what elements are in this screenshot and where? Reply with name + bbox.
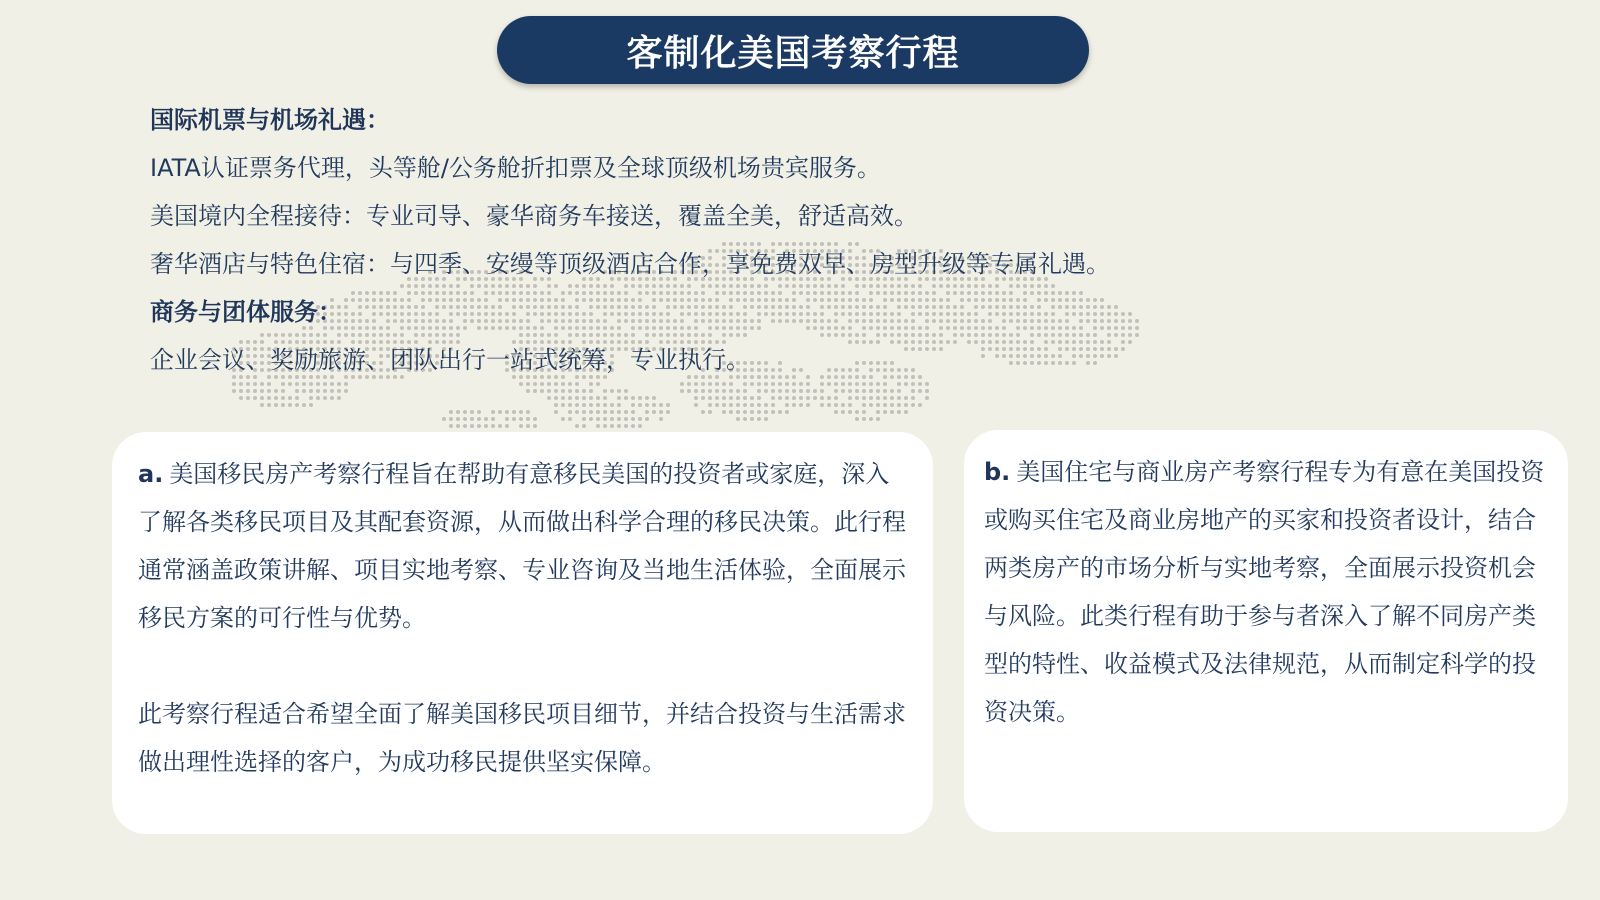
map-dot <box>876 396 880 400</box>
map-dot <box>582 424 586 428</box>
map-dot <box>834 396 838 400</box>
map-dot <box>638 403 642 407</box>
map-dot <box>323 389 327 393</box>
map-dot <box>603 389 607 393</box>
map-dot <box>680 389 684 393</box>
map-dot <box>603 417 607 421</box>
map-dot <box>820 396 824 400</box>
map-dot <box>295 396 299 400</box>
map-dot <box>596 403 600 407</box>
map-dot <box>764 410 768 414</box>
map-dot <box>491 417 495 421</box>
map-dot <box>855 389 859 393</box>
map-dot <box>876 410 880 414</box>
map-dot <box>309 389 313 393</box>
map-dot <box>883 403 887 407</box>
map-dot <box>505 417 509 421</box>
map-dot <box>631 403 635 407</box>
map-dot <box>645 410 649 414</box>
map-dot <box>750 396 754 400</box>
map-dot <box>568 396 572 400</box>
map-dot <box>316 396 320 400</box>
map-dot <box>547 389 551 393</box>
map-dot <box>694 396 698 400</box>
map-dot <box>232 389 236 393</box>
map-dot <box>575 410 579 414</box>
map-dot <box>463 417 467 421</box>
map-dot <box>799 396 803 400</box>
map-dot <box>750 410 754 414</box>
map-dot <box>792 396 796 400</box>
page-title: 客制化美国考察行程 <box>626 32 960 74</box>
map-dot <box>911 389 915 393</box>
map-dot <box>589 389 593 393</box>
map-dot <box>771 389 775 393</box>
map-dot <box>477 410 481 414</box>
map-dot <box>631 410 635 414</box>
map-dot <box>274 396 278 400</box>
map-dot <box>743 417 747 421</box>
map-dot <box>309 403 313 407</box>
map-dot <box>568 417 572 421</box>
map-dot <box>456 417 460 421</box>
map-dot <box>736 410 740 414</box>
map-dot <box>897 410 901 414</box>
map-dot <box>715 389 719 393</box>
map-dot <box>757 410 761 414</box>
map-dot <box>477 417 481 421</box>
map-dot <box>610 410 614 414</box>
map-dot <box>827 403 831 407</box>
map-dot <box>855 396 859 400</box>
map-dot <box>869 417 873 421</box>
map-dot <box>498 424 502 428</box>
map-dot <box>610 403 614 407</box>
map-dot <box>743 403 747 407</box>
card-property-tour <box>964 430 1568 832</box>
map-dot <box>736 389 740 393</box>
map-dot <box>771 410 775 414</box>
map-dot <box>715 403 719 407</box>
map-dot <box>911 396 915 400</box>
card-b-label: b. <box>984 458 1011 486</box>
map-dot <box>750 403 754 407</box>
map-dot <box>505 410 509 414</box>
map-dot <box>666 410 670 414</box>
map-dot <box>631 424 635 428</box>
map-dot <box>568 389 572 393</box>
map-dot <box>890 396 894 400</box>
map-dot <box>617 417 621 421</box>
map-dot <box>687 389 691 393</box>
map-dot <box>659 403 663 407</box>
map-dot <box>442 417 446 421</box>
map-dot <box>267 403 271 407</box>
map-dot <box>799 389 803 393</box>
map-dot <box>561 389 565 393</box>
map-dot <box>883 410 887 414</box>
map-dot <box>799 403 803 407</box>
map-dot <box>708 389 712 393</box>
map-dot <box>806 396 810 400</box>
map-dot <box>918 389 922 393</box>
map-dot <box>869 403 873 407</box>
map-dot <box>701 396 705 400</box>
card-b-text-1: 美国住宅与商业房产考察行程专为有意在美国投资或购买住宅及商业房地产的买家和投资者设计，结合两类房产的市场分析与实地考察，全面展示投资机会与风险。此类行程有助于参与者深入了解不同房产类型的特性、收益模式及法律规范，从而制定科学的投资决策。 <box>984 458 1545 726</box>
map-dot <box>533 417 537 421</box>
map-dot <box>246 396 250 400</box>
map-dot <box>848 403 852 407</box>
map-dot <box>302 403 306 407</box>
map-dot <box>736 403 740 407</box>
map-dot <box>491 410 495 414</box>
map-dot <box>575 389 579 393</box>
map-dot <box>729 403 733 407</box>
map-dot <box>729 396 733 400</box>
map-dot <box>596 410 600 414</box>
map-dot <box>547 396 551 400</box>
map-dot <box>295 389 299 393</box>
map-dot <box>561 396 565 400</box>
map-dot <box>533 389 537 393</box>
map-dot <box>764 389 768 393</box>
map-dot <box>624 396 628 400</box>
map-dot <box>827 396 831 400</box>
map-dot <box>603 403 607 407</box>
map-dot <box>575 396 579 400</box>
map-dot <box>750 417 754 421</box>
map-dot <box>722 389 726 393</box>
map-dot <box>820 389 824 393</box>
map-dot <box>582 417 586 421</box>
map-dot <box>512 410 516 414</box>
map-dot <box>470 410 474 414</box>
map-dot <box>645 417 649 421</box>
map-dot <box>659 417 663 421</box>
map-dot <box>729 410 733 414</box>
map-dot <box>778 396 782 400</box>
map-dot <box>708 396 712 400</box>
map-dot <box>288 403 292 407</box>
map-dot <box>841 410 845 414</box>
map-dot <box>554 403 558 407</box>
map-dot <box>617 403 621 407</box>
map-dot <box>652 403 656 407</box>
map-dot <box>323 396 327 400</box>
map-dot <box>589 410 593 414</box>
map-dot <box>862 410 866 414</box>
map-dot <box>253 396 257 400</box>
map-dot <box>638 396 642 400</box>
map-dot <box>624 417 628 421</box>
map-dot <box>519 417 523 421</box>
map-dot <box>645 403 649 407</box>
map-dot <box>736 417 740 421</box>
map-dot <box>582 396 586 400</box>
map-dot <box>526 417 530 421</box>
map-dot <box>449 417 453 421</box>
map-dot <box>540 389 544 393</box>
map-dot <box>743 389 747 393</box>
map-dot <box>848 396 852 400</box>
map-dot <box>645 396 649 400</box>
map-dot <box>708 403 712 407</box>
map-dot <box>281 389 285 393</box>
map-dot <box>624 389 628 393</box>
map-dot <box>610 424 614 428</box>
map-dot <box>834 410 838 414</box>
map-dot <box>274 389 278 393</box>
map-dot <box>925 389 929 393</box>
map-dot <box>743 396 747 400</box>
map-dot <box>792 403 796 407</box>
map-dot <box>841 403 845 407</box>
map-dot <box>904 396 908 400</box>
map-dot <box>757 417 761 421</box>
map-dot <box>834 403 838 407</box>
map-dot <box>603 410 607 414</box>
map-dot <box>456 410 460 414</box>
map-dot <box>785 389 789 393</box>
map-dot <box>239 396 243 400</box>
map-dot <box>722 396 726 400</box>
map-dot <box>302 389 306 393</box>
title-banner <box>497 16 1089 84</box>
map-dot <box>288 396 292 400</box>
map-dot <box>785 403 789 407</box>
map-dot <box>855 410 859 414</box>
map-dot <box>456 424 460 428</box>
map-dot <box>624 424 628 428</box>
map-dot <box>596 424 600 428</box>
map-dot <box>708 410 712 414</box>
map-dot <box>778 410 782 414</box>
map-dot <box>603 424 607 428</box>
map-dot <box>771 403 775 407</box>
map-dot <box>631 417 635 421</box>
map-dot <box>624 410 628 414</box>
card-a-paragraph-2: 此考察行程适合希望全面了解美国移民项目细节，并结合投资与生活需求做出理性选择的客户，为成功移民提供坚实保障。 <box>138 700 906 776</box>
map-dot <box>589 403 593 407</box>
map-dot <box>589 417 593 421</box>
map-dot <box>785 396 789 400</box>
map-dot <box>596 396 600 400</box>
intro-heading-airfare: 国际机票与机场礼遇： <box>150 106 390 134</box>
map-dot <box>729 389 733 393</box>
map-dot <box>834 389 838 393</box>
map-dot <box>652 396 656 400</box>
intro-line-iata: IATA认证票务代理，头等舱/公务舱折扣票及全球顶级机场贵宾服务。 <box>150 154 881 182</box>
map-dot <box>897 403 901 407</box>
map-dot <box>554 389 558 393</box>
map-dot <box>855 417 859 421</box>
map-dot <box>484 417 488 421</box>
map-dot <box>617 389 621 393</box>
map-dot <box>281 403 285 407</box>
map-dot <box>484 424 488 428</box>
map-dot <box>533 424 537 428</box>
map-dot <box>274 403 278 407</box>
card-immigration-tour <box>112 432 933 834</box>
card-a-paragraph-1 <box>138 450 909 642</box>
map-dot <box>554 410 558 414</box>
map-dot <box>470 424 474 428</box>
map-dot <box>617 396 621 400</box>
map-dot <box>792 389 796 393</box>
map-dot <box>582 410 586 414</box>
intro-line-ground-reception: 美国境内全程接待：专业司导、豪华商务车接送，覆盖全美，舒适高效。 <box>150 202 918 230</box>
map-dot <box>260 389 264 393</box>
map-dot <box>449 410 453 414</box>
map-dot <box>813 389 817 393</box>
map-dot <box>449 424 453 428</box>
map-dot <box>617 424 621 428</box>
map-dot <box>806 403 810 407</box>
map-dot <box>239 389 243 393</box>
map-dot <box>638 417 642 421</box>
map-dot <box>260 403 264 407</box>
map-dot <box>764 403 768 407</box>
map-dot <box>785 410 789 414</box>
map-dot <box>330 396 334 400</box>
map-dot <box>813 396 817 400</box>
map-dot <box>582 389 586 393</box>
map-dot <box>869 389 873 393</box>
map-dot <box>568 410 572 414</box>
map-dot <box>890 410 894 414</box>
map-dot <box>631 396 635 400</box>
map-dot <box>883 389 887 393</box>
map-dot <box>806 389 810 393</box>
map-dot <box>267 389 271 393</box>
map-dot <box>722 410 726 414</box>
map-dot <box>561 417 565 421</box>
map-dot <box>316 389 320 393</box>
map-dot <box>260 396 264 400</box>
map-dot <box>512 417 516 421</box>
card-a-text-1: 美国移民房产考察行程旨在帮助有意移民美国的投资者或家庭，深入了解各类移民项目及其配套资源，从而做出科学合理的移民决策。此行程通常涵盖政策讲解、项目实地考察、专业咨询及当地生活体验，全面展示移民方案的可行性与优势。 <box>138 460 906 632</box>
map-dot <box>862 403 866 407</box>
map-dot <box>519 410 523 414</box>
map-dot <box>694 389 698 393</box>
map-dot <box>652 410 656 414</box>
map-dot <box>617 410 621 414</box>
map-dot <box>897 389 901 393</box>
card-b-paragraph-1 <box>984 448 1548 736</box>
map-dot <box>869 396 873 400</box>
map-dot <box>848 389 852 393</box>
map-dot <box>736 396 740 400</box>
map-dot <box>876 417 880 421</box>
map-dot <box>246 389 250 393</box>
map-dot <box>638 424 642 428</box>
map-dot <box>841 389 845 393</box>
map-dot <box>337 389 341 393</box>
map-dot <box>610 417 614 421</box>
map-dot <box>820 403 824 407</box>
map-dot <box>463 424 467 428</box>
map-dot <box>491 424 495 428</box>
map-dot <box>337 396 341 400</box>
map-dot <box>918 403 922 407</box>
map-dot <box>603 396 607 400</box>
map-dot <box>253 389 257 393</box>
map-dot <box>463 410 467 414</box>
map-dot <box>582 403 586 407</box>
map-dot <box>267 396 271 400</box>
map-dot <box>757 403 761 407</box>
map-dot <box>904 403 908 407</box>
map-dot <box>890 389 894 393</box>
map-dot <box>610 389 614 393</box>
map-dot <box>575 424 579 428</box>
map-dot <box>309 396 313 400</box>
map-dot <box>743 410 747 414</box>
map-dot <box>561 403 565 407</box>
card-a-label: a. <box>138 460 164 488</box>
map-dot <box>764 417 768 421</box>
map-dot <box>596 417 600 421</box>
map-dot <box>295 403 299 407</box>
map-dot <box>659 410 663 414</box>
services-intro <box>150 98 1450 386</box>
map-dot <box>904 410 908 414</box>
map-dot <box>694 403 698 407</box>
map-dot <box>897 396 901 400</box>
map-dot <box>911 403 915 407</box>
map-dot <box>554 396 558 400</box>
map-dot <box>862 396 866 400</box>
map-dot <box>477 424 481 428</box>
map-dot <box>757 389 761 393</box>
intro-heading-business: 商务与团体服务： <box>150 298 342 326</box>
map-dot <box>862 417 866 421</box>
map-dot <box>883 396 887 400</box>
map-dot <box>589 396 593 400</box>
map-dot <box>281 396 285 400</box>
map-dot <box>505 424 509 428</box>
map-dot <box>701 410 705 414</box>
map-dot <box>344 389 348 393</box>
map-dot <box>498 410 502 414</box>
map-dot <box>757 396 761 400</box>
map-dot <box>568 403 572 407</box>
intro-line-hotels: 奢华酒店与特色住宿：与四季、安缦等顶级酒店合作，享免费双早、房型升级等专属礼遇。 <box>150 250 1110 278</box>
map-dot <box>701 389 705 393</box>
map-dot <box>575 403 579 407</box>
map-dot <box>666 403 670 407</box>
map-dot <box>715 396 719 400</box>
map-dot <box>470 417 474 421</box>
intro-line-corporate: 企业会议、奖励旅游、团队出行一站式统筹，专业执行。 <box>150 346 750 374</box>
map-dot <box>890 403 894 407</box>
map-dot <box>526 424 530 428</box>
map-dot <box>778 389 782 393</box>
map-dot <box>876 403 880 407</box>
map-dot <box>771 396 775 400</box>
map-dot <box>526 410 530 414</box>
map-dot <box>519 424 523 428</box>
map-dot <box>862 389 866 393</box>
map-dot <box>330 389 334 393</box>
map-dot <box>925 396 929 400</box>
map-dot <box>526 389 530 393</box>
map-dot <box>876 389 880 393</box>
map-dot <box>848 410 852 414</box>
map-dot <box>722 403 726 407</box>
